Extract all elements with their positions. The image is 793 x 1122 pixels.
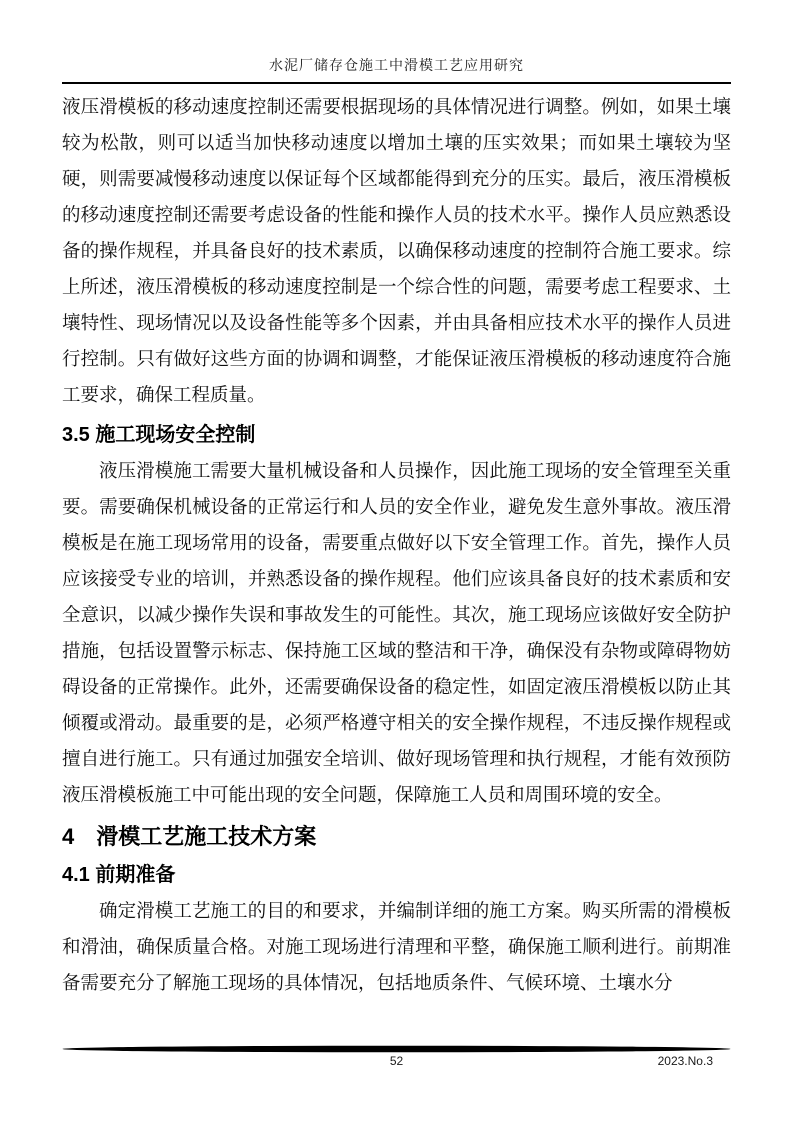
section-heading-4-1: 4.1 前期准备 — [62, 864, 176, 886]
paragraph-site-safety: 液压滑模施工需要大量机械设备和人员操作，因此施工现场的安全管理至关重要。需要确保机械设备的正常运行和人员的安全作业，避免发生意外事故。液压滑模板是在施工现场常用的设备，需要重点做好以下安全管理工作。首先，操作人员应该接受专业的培训，并熟悉设备的操作规程。他们应该具备良好的技术素质和安全意识，以减少操作失误和事故发生的可能性。其次，施工现场应该做好安全防护措施，包括设置警示标志、保持施工区域的整洁和干净，确保没有杂物或障碍物妨碍设备的正常操作。此外，还需要确保设备的稳定性，如固定液压滑模板以防止其倾覆或滑动。最重要的是，必须严格遵守相关的安全操作规程，不违反操作规程或擅自进行施工。只有通过加强安全培训、做好现场管理和执行规程，才能有效预防液压滑模板施工中可能出现的安全问题，保障施工人员和周围环境的安全。 — [62, 462, 731, 806]
paragraph-preparation: 确定滑模工艺施工的目的和要求，并编制详细的施工方案。购买所需的滑模板和滑油，确保质量合格。对施工现场进行清理和平整，确保施工顺利进行。前期准备需要充分了解施工现场的具体情况，包括地质条件、气候环境、土壤水分 — [62, 902, 731, 994]
footer-text-row — [62, 1054, 731, 1070]
section-heading-3-5: 3.5 施工现场安全控制 — [62, 424, 256, 446]
issue-number: 2023.No.3 — [657, 1054, 713, 1068]
page-footer — [62, 1045, 731, 1070]
page-number: 52 — [389, 1054, 404, 1068]
footer-rule — [62, 1045, 731, 1053]
paragraph-speed-control: 液压滑模板的移动速度控制还需要根据现场的具体情况进行调整。例如，如果土壤较为松散，则可以适当加快移动速度以增加土壤的压实效果；而如果土壤较为坚硬，则需要减慢移动速度以保证每个区域都能得到充分的压实。最后，液压滑模板的移动速度控制还需要考虑设备的性能和操作人员的技术水平。操作人员应熟悉设备的操作规程，并具备良好的技术素质，以确保移动速度的控制符合施工要求。综上所述，液压滑模板的移动速度控制是一个综合性的问题，需要考虑工程要求、土壤特性、现场情况以及设备性能等多个因素，并由具备相应技术水平的操作人员进行控制。只有做好这些方面的协调和调整，才能保证液压滑模板的移动速度符合施工要求，确保工程质量。 — [62, 98, 731, 406]
article-body — [62, 90, 731, 1002]
chapter-heading-4: 4 滑模工艺施工技术方案 — [62, 824, 317, 849]
page-content — [62, 0, 731, 1002]
page-header — [62, 0, 731, 84]
running-head-title: 水泥厂储存仓施工中滑模工艺应用研究 — [269, 59, 524, 74]
